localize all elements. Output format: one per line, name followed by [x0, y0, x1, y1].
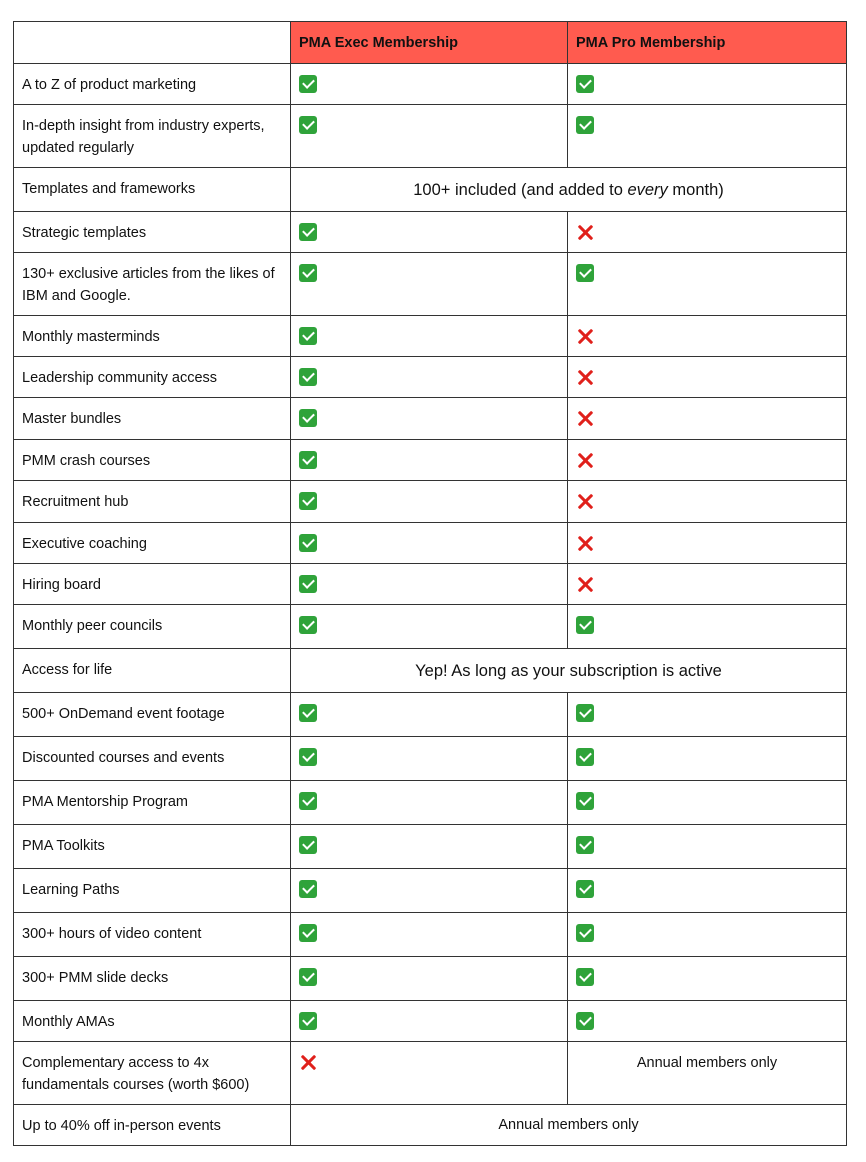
feature-label: Access for life: [14, 649, 291, 693]
pro-value: [568, 212, 847, 253]
feature-label: Monthly masterminds: [14, 316, 291, 357]
table-row: [14, 253, 847, 316]
pro-value: [568, 957, 847, 1001]
cross-icon: [576, 534, 594, 552]
check-icon: [299, 327, 317, 345]
table-row: [14, 913, 847, 957]
exec-value: [291, 523, 568, 564]
exec-value: [291, 316, 568, 357]
exec-value: [291, 253, 568, 316]
exec-value: [291, 64, 568, 105]
table-row: [14, 440, 847, 481]
pro-value: [568, 64, 847, 105]
check-icon: [299, 368, 317, 386]
exec-value: [291, 781, 568, 825]
check-icon: [576, 616, 594, 634]
pro-value: [568, 357, 847, 398]
feature-label: PMA Toolkits: [14, 825, 291, 869]
pro-value: [568, 105, 847, 168]
feature-label: 130+ exclusive articles from the likes of IBM and Google.: [14, 253, 291, 316]
spanned-text-emphasis: every: [627, 180, 668, 199]
feature-label: Monthly peer councils: [14, 605, 291, 649]
exec-value: [291, 957, 568, 1001]
cross-icon: [576, 368, 594, 386]
cross-icon: [576, 451, 594, 469]
header-pro-membership: PMA Pro Membership: [568, 22, 847, 64]
table-row: [14, 316, 847, 357]
table-row: [14, 1001, 847, 1042]
pro-value: [568, 440, 847, 481]
feature-label: In-depth insight from industry experts, updated regularly: [14, 105, 291, 168]
header-exec-membership: PMA Exec Membership: [291, 22, 568, 64]
feature-label: 300+ hours of video content: [14, 913, 291, 957]
header-row: [14, 22, 847, 64]
cross-icon: [576, 492, 594, 510]
pro-value: [568, 481, 847, 523]
feature-label: PMA Mentorship Program: [14, 781, 291, 825]
table-row: [14, 737, 847, 781]
check-icon: [299, 534, 317, 552]
table-row: [14, 1105, 847, 1146]
table-row: [14, 869, 847, 913]
cross-icon: [576, 223, 594, 241]
pro-value: [568, 523, 847, 564]
pro-value: [568, 316, 847, 357]
exec-value: [291, 481, 568, 523]
header-feature-column: [14, 22, 291, 64]
feature-label: Executive coaching: [14, 523, 291, 564]
table-row: [14, 1042, 847, 1105]
check-icon: [299, 616, 317, 634]
pro-value: [568, 605, 847, 649]
exec-value: [291, 398, 568, 440]
pro-value: Annual members only: [568, 1042, 847, 1105]
spanned-text-end: month): [667, 180, 724, 199]
feature-label: Strategic templates: [14, 212, 291, 253]
table-row: [14, 564, 847, 605]
check-icon: [299, 704, 317, 722]
table-row: [14, 481, 847, 523]
pro-value: [568, 913, 847, 957]
exec-value: [291, 440, 568, 481]
table-row: [14, 605, 847, 649]
pro-value: [568, 693, 847, 737]
check-icon: [299, 264, 317, 282]
feature-label: Learning Paths: [14, 869, 291, 913]
feature-label: A to Z of product marketing: [14, 64, 291, 105]
check-icon: [576, 116, 594, 134]
check-icon: [299, 748, 317, 766]
table-row: [14, 649, 847, 693]
feature-label: Discounted courses and events: [14, 737, 291, 781]
cross-icon: [576, 327, 594, 345]
pro-value: [568, 781, 847, 825]
check-icon: [299, 575, 317, 593]
table-row: [14, 781, 847, 825]
feature-label: Master bundles: [14, 398, 291, 440]
check-icon: [576, 704, 594, 722]
exec-value: [291, 564, 568, 605]
table-row: [14, 212, 847, 253]
check-icon: [299, 409, 317, 427]
pro-value: [568, 825, 847, 869]
feature-label: Monthly AMAs: [14, 1001, 291, 1042]
exec-value: [291, 1001, 568, 1042]
table-row: [14, 693, 847, 737]
exec-value: [291, 105, 568, 168]
table-row: [14, 357, 847, 398]
exec-value: [291, 357, 568, 398]
exec-value: [291, 869, 568, 913]
table-row: [14, 957, 847, 1001]
cross-icon: [576, 575, 594, 593]
spanned-value: [291, 168, 847, 212]
check-icon: [299, 223, 317, 241]
check-icon: [576, 836, 594, 854]
exec-value: [291, 605, 568, 649]
feature-label: PMM crash courses: [14, 440, 291, 481]
pro-value: [568, 253, 847, 316]
feature-label: Recruitment hub: [14, 481, 291, 523]
table-row: [14, 105, 847, 168]
check-icon: [299, 1012, 317, 1030]
table-row: [14, 64, 847, 105]
feature-label: 500+ OnDemand event footage: [14, 693, 291, 737]
table-row: [14, 523, 847, 564]
table-row: [14, 825, 847, 869]
check-icon: [576, 792, 594, 810]
pro-value: [568, 398, 847, 440]
feature-label: Complementary access to 4x fundamentals courses (worth $600): [14, 1042, 291, 1105]
check-icon: [299, 880, 317, 898]
exec-value: [291, 693, 568, 737]
pro-value: [568, 564, 847, 605]
check-icon: [576, 924, 594, 942]
feature-label: Hiring board: [14, 564, 291, 605]
check-icon: [576, 968, 594, 986]
pro-value: [568, 737, 847, 781]
feature-label: 300+ PMM slide decks: [14, 957, 291, 1001]
exec-value: [291, 825, 568, 869]
check-icon: [299, 792, 317, 810]
membership-comparison-table: [13, 21, 847, 1146]
table-row: [14, 168, 847, 212]
exec-value: [291, 212, 568, 253]
check-icon: [576, 880, 594, 898]
check-icon: [576, 748, 594, 766]
pro-value: [568, 869, 847, 913]
check-icon: [299, 451, 317, 469]
check-icon: [299, 924, 317, 942]
check-icon: [576, 264, 594, 282]
exec-value: [291, 1042, 568, 1105]
check-icon: [299, 836, 317, 854]
pro-value: [568, 1001, 847, 1042]
check-icon: [299, 75, 317, 93]
cross-icon: [299, 1053, 317, 1071]
check-icon: [576, 75, 594, 93]
table-row: [14, 398, 847, 440]
cross-icon: [576, 409, 594, 427]
feature-label: Templates and frameworks: [14, 168, 291, 212]
spanned-value: Yep! As long as your subscription is active: [291, 649, 847, 693]
check-icon: [576, 1012, 594, 1030]
exec-value: [291, 737, 568, 781]
exec-value: [291, 913, 568, 957]
spanned-value: Annual members only: [291, 1105, 847, 1146]
check-icon: [299, 492, 317, 510]
feature-label: Leadership community access: [14, 357, 291, 398]
check-icon: [299, 968, 317, 986]
check-icon: [299, 116, 317, 134]
spanned-text-start: 100+ included (and added to: [413, 180, 628, 199]
feature-label: Up to 40% off in-person events: [14, 1105, 291, 1146]
